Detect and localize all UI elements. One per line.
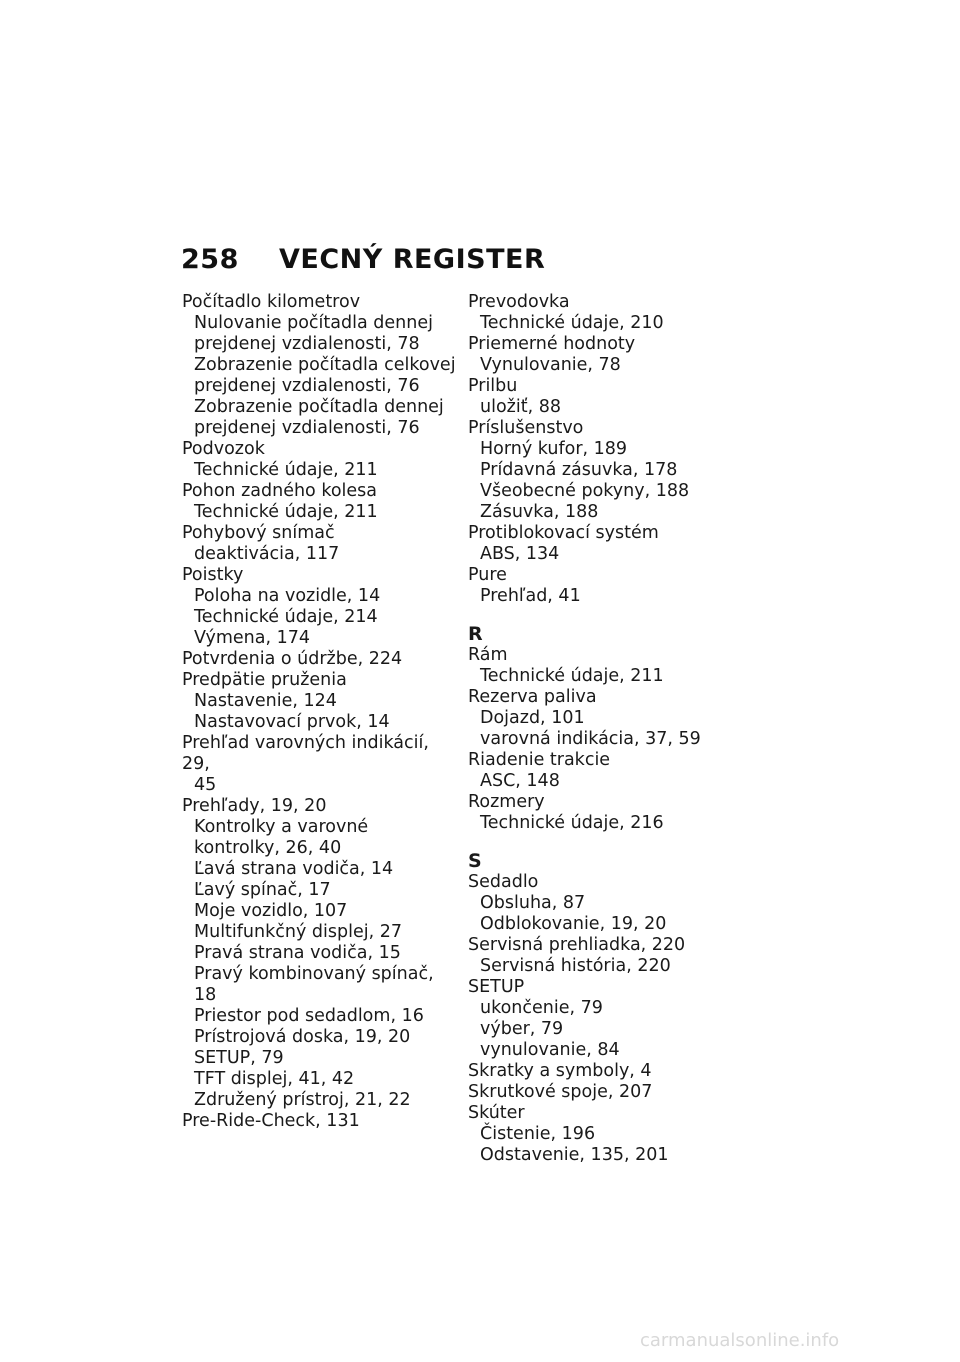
index-section-letter: S <box>468 850 482 872</box>
index-column-left <box>182 292 457 1132</box>
index-term: Pure <box>468 565 507 585</box>
index-term: Prevodovka <box>468 292 570 312</box>
index-subentry: ukončenie, 79 <box>480 998 603 1018</box>
index-subentry: Pravá strana vodiča, 15 <box>194 943 401 963</box>
index-entry <box>468 1082 743 1103</box>
index-subentry: prejdenej vzdialenosti, 78 <box>194 334 420 354</box>
index-entry <box>182 481 457 523</box>
index-entry <box>468 418 743 523</box>
page-title: VECNÝ REGISTER <box>279 244 546 275</box>
index-subentry: Prehľad, 41 <box>480 586 581 606</box>
index-subentry: Technické údaje, 216 <box>480 813 664 833</box>
index-subentry: Technické údaje, 211 <box>194 502 378 522</box>
index-term: Servisná prehliadka, 220 <box>468 935 686 955</box>
index-term: Prilbu <box>468 376 518 396</box>
index-term: Pohybový snímač <box>182 523 335 543</box>
index-subentry: Horný kufor, 189 <box>480 439 628 459</box>
index-subentry: Nastavovací prvok, 14 <box>194 712 390 732</box>
index-subentry: TFT displej, 41, 42 <box>194 1069 355 1089</box>
index-term: Skúter <box>468 1103 525 1123</box>
index-term: Pohon zadného kolesa <box>182 481 378 501</box>
index-entry <box>182 292 457 439</box>
index-subentry: SETUP, 79 <box>194 1048 284 1068</box>
index-entry <box>468 334 743 376</box>
index-term: Rám <box>468 645 508 665</box>
index-subentry: Zobrazenie počítadla dennej <box>194 397 444 417</box>
index-entry <box>182 649 457 670</box>
index-term: Poistky <box>182 565 244 585</box>
index-entry <box>468 872 743 935</box>
index-term: Prehľady, 19, 20 <box>182 796 327 816</box>
index-subentry: Vynulovanie, 78 <box>480 355 621 375</box>
index-entry <box>182 439 457 481</box>
index-entry <box>182 733 457 796</box>
index-subentry: Priestor pod sedadlom, 16 <box>194 1006 424 1026</box>
index-subentry: uložiť, 88 <box>480 397 561 417</box>
index-entry <box>468 687 743 750</box>
index-subentry: Moje vozidlo, 107 <box>194 901 348 921</box>
index-subentry: prejdenej vzdialenosti, 76 <box>194 376 420 396</box>
index-term: Riadenie trakcie <box>468 750 611 770</box>
index-subentry: Multifunkčný displej, 27 <box>194 922 402 942</box>
index-entry <box>182 796 457 1111</box>
index-subentry: Odstavenie, 135, 201 <box>480 1145 669 1165</box>
index-entry <box>182 565 457 649</box>
index-subentry: Servisná história, 220 <box>480 956 671 976</box>
index-subentry: Technické údaje, 211 <box>480 666 664 686</box>
index-section-letter: R <box>468 623 483 645</box>
index-subentry: Technické údaje, 210 <box>480 313 664 333</box>
index-term: Pre-Ride-Check, 131 <box>182 1111 360 1131</box>
index-entry <box>182 523 457 565</box>
index-subentry: Kontrolky a varovné <box>194 817 369 837</box>
index-entry <box>468 792 743 834</box>
index-subentry: Všeobecné pokyny, 188 <box>480 481 690 501</box>
index-subentry: Technické údaje, 211 <box>194 460 378 480</box>
index-subentry: vynulovanie, 84 <box>480 1040 620 1060</box>
index-subentry: ASC, 148 <box>480 771 560 791</box>
index-entry <box>468 750 743 792</box>
index-entry <box>468 376 743 418</box>
index-entry <box>468 935 743 977</box>
index-entry <box>468 1103 743 1166</box>
index-term: Priemerné hodnoty <box>468 334 636 354</box>
index-term: Potvrdenia o údržbe, 224 <box>182 649 403 669</box>
index-subentry: deaktivácia, 117 <box>194 544 340 564</box>
index-term: Sedadlo <box>468 872 539 892</box>
index-subentry: Pravý kombinovaný spínač, 18 <box>194 964 434 1005</box>
index-subentry: Výmena, 174 <box>194 628 311 648</box>
index-subentry: Ľavá strana vodiča, 14 <box>194 859 394 879</box>
index-subentry: Ľavý spínač, 17 <box>194 880 331 900</box>
index-subentry: prejdenej vzdialenosti, 76 <box>194 418 420 438</box>
index-term: Počítadlo kilometrov <box>182 292 361 312</box>
index-subentry: Nastavenie, 124 <box>194 691 337 711</box>
index-term: Rozmery <box>468 792 545 812</box>
index-entry <box>468 523 743 565</box>
index-term: Podvozok <box>182 439 265 459</box>
index-subentry: Združený prístroj, 21, 22 <box>194 1090 411 1110</box>
index-entry <box>182 670 457 733</box>
watermark-footer: carmanualsonline.info <box>640 1330 840 1351</box>
index-subentry: ABS, 134 <box>480 544 560 564</box>
index-subentry: varovná indikácia, 37, 59 <box>480 729 701 749</box>
index-subentry: Poloha na vozidle, 14 <box>194 586 381 606</box>
index-term: Skrutkové spoje, 207 <box>468 1082 653 1102</box>
index-term: Skratky a symboly, 4 <box>468 1061 652 1081</box>
index-subentry: 45 <box>194 775 217 795</box>
page-heading <box>181 244 545 275</box>
index-column-right <box>468 292 743 1166</box>
index-subentry: Dojazd, 101 <box>480 708 585 728</box>
index-entry <box>468 292 743 334</box>
index-entry <box>468 565 743 607</box>
index-subentry: Technické údaje, 214 <box>194 607 378 627</box>
index-entry <box>468 1061 743 1082</box>
index-entry <box>182 1111 457 1132</box>
index-entry <box>468 645 743 687</box>
index-subentry: kontrolky, 26, 40 <box>194 838 342 858</box>
page-number: 258 <box>181 244 239 275</box>
index-subentry: Čistenie, 196 <box>480 1124 596 1144</box>
index-term: Prehľad varovných indikácií, 29, <box>182 733 429 774</box>
index-subentry: výber, 79 <box>480 1019 564 1039</box>
index-entry <box>468 977 743 1061</box>
index-subentry: Zobrazenie počítadla celkovej <box>194 355 456 375</box>
index-term: Predpätie pruženia <box>182 670 347 690</box>
index-term: Rezerva paliva <box>468 687 597 707</box>
index-subentry: Nulovanie počítadla dennej <box>194 313 433 333</box>
index-subentry: Obsluha, 87 <box>480 893 586 913</box>
index-subentry: Odblokovanie, 19, 20 <box>480 914 667 934</box>
index-term: Príslušenstvo <box>468 418 584 438</box>
index-term: Protiblokovací systém <box>468 523 659 543</box>
index-subentry: Prídavná zásuvka, 178 <box>480 460 678 480</box>
index-subentry: Zásuvka, 188 <box>480 502 599 522</box>
index-subentry: Prístrojová doska, 19, 20 <box>194 1027 411 1047</box>
index-term: SETUP <box>468 977 525 997</box>
